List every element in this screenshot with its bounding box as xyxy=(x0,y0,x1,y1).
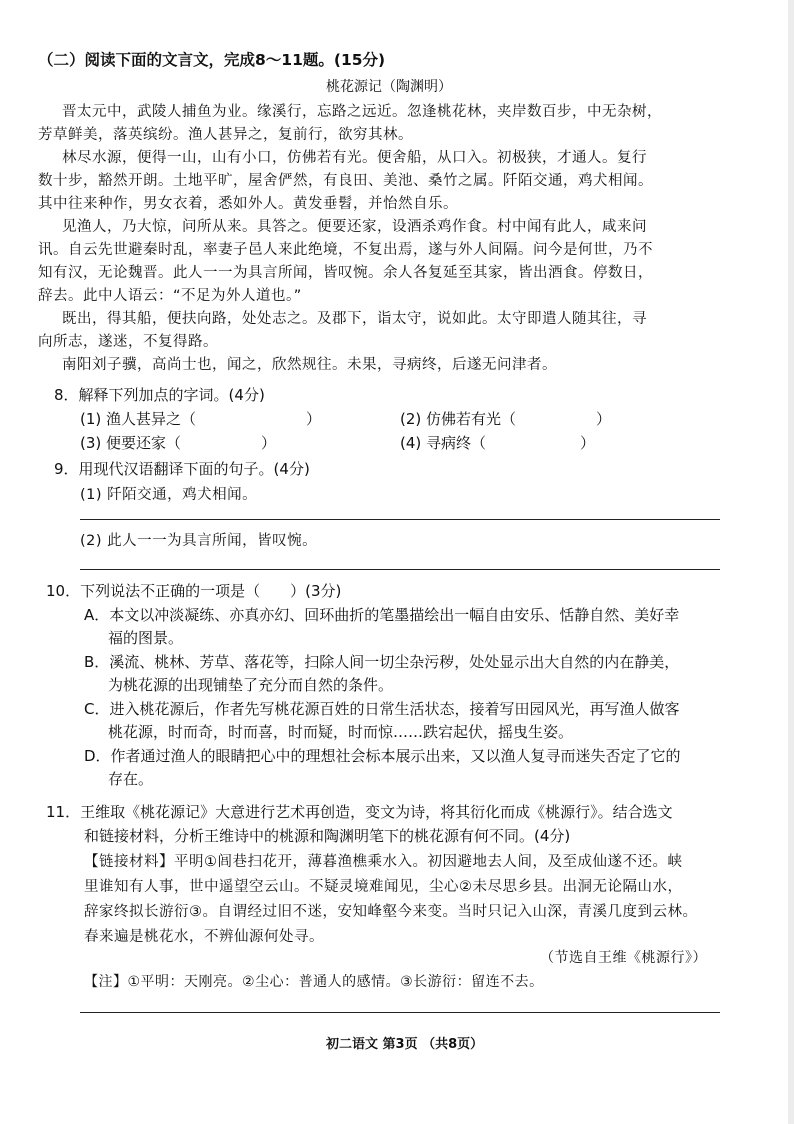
scan-edge xyxy=(788,0,794,1124)
q8-item-3: (3) 便要还家（ ） xyxy=(80,434,277,452)
q11-material-line: 春来遍是桃花水，不辨仙源何处寻。 xyxy=(84,929,324,945)
passage-line: 辞去。此中人语云：“不足为外人道也。” xyxy=(38,288,302,304)
q10-option-a: A．本文以冲淡凝练、亦真亦幻、回环曲折的笔墨描绘出一幅自由安乐、恬静自然、美好幸 xyxy=(84,606,680,624)
passage-line: 林尽水源，便得一山，山有小口，仿佛若有光。便舍船，从口入。初极狭，才通人。复行 xyxy=(62,150,647,166)
q11-stem-cont: 和链接材料，分析王维诗中的桃源和陶渊明笔下的桃花源有何不同。(4分) xyxy=(84,827,571,845)
q10-option-a-cont: 福的图景。 xyxy=(108,629,184,647)
passage-line: 讯。自云先世避秦时乱，率妻子邑人来此绝境，不复出焉，遂与外人间隔。问今是何世，乃不 xyxy=(38,242,653,258)
passage-line: 晋太元中，武陵人捕鱼为业。缘溪行，忘路之远近。忽逢桃花林，夹岸数百步，中无杂树， xyxy=(62,104,662,120)
answer-line xyxy=(80,519,720,520)
q10-stem: 10．下列说法不正确的一项是（ ）(3分) xyxy=(46,582,342,600)
passage-line: 数十步，豁然开朗。土地平旷，屋舍俨然，有良田、美池、桑竹之属。阡陌交通，鸡犬相闻。 xyxy=(38,173,653,189)
q10-option-c: C．进入桃花源后，作者先写桃花源百姓的日常生活状态，接着写田园风光，再写渔人做客 xyxy=(84,700,680,718)
q9-sentence-2: (2) 此人一一为具言所闻，皆叹惋。 xyxy=(80,533,318,549)
passage-line: 见渔人，乃大惊，问所从来。具答之。便要还家，设酒杀鸡作食。村中闻有此人，咸来问 xyxy=(62,219,647,235)
section-header: （二）阅读下面的文言文，完成8～11题。(15分) xyxy=(38,51,386,69)
page-footer: 初二语文 第3页 （共8页） xyxy=(326,1037,484,1052)
passage-line: 向所志，遂迷，不复得路。 xyxy=(38,334,218,350)
q11-source: （节选自王维《桃源行》） xyxy=(540,950,707,966)
q11-material-line: 【链接材料】平明①闾巷扫花开，薄暮渔樵乘水入。初因避地去人间，及至成仙遂不还。峡 xyxy=(84,854,683,870)
q11-note: 【注】①平明：天刚亮。②尘心：普通人的感情。③长游衍：留连不去。 xyxy=(84,974,544,990)
q10-option-c-cont: 桃花源，时而奇，时而喜，时而疑，时而惊……跌宕起伏，摇曳生姿。 xyxy=(108,723,574,741)
q11-material-line: 里谁知有人事，世中遥望空云山。不疑灵境难闻见，尘心②未尽思乡县。出洞无论隔山水， xyxy=(84,879,683,895)
q11-material-line: 辞家终拟长游衍③。自谓经过旧不迷，安知峰壑今来变。当时只记入山深，青溪几度到云林。 xyxy=(84,904,698,920)
passage-title: 桃花源记（陶渊明） xyxy=(326,79,452,95)
answer-line xyxy=(80,1012,720,1013)
q9-stem: 9．用现代汉语翻译下面的句子。(4分) xyxy=(54,460,310,478)
q10-option-b-cont: 为桃花源的出现铺垫了充分而自然的条件。 xyxy=(108,676,394,694)
passage-line: 知有汉，无论魏晋。此人一一为具言所闻，皆叹惋。余人各复延至其家，皆出酒食。停数日， xyxy=(38,265,653,281)
q8-stem: 8．解释下列加点的字词。(4分) xyxy=(54,386,265,404)
q11-stem: 11．王维取《桃花源记》大意进行艺术再创造，变文为诗，将其衍化而成《桃源行》。结合选文 xyxy=(46,803,673,821)
passage-line: 既出，得其船，便扶向路，处处志之。及郡下，诣太守，说如此。太守即遣人随其往，寻 xyxy=(62,311,647,327)
q8-item-1: (1) 渔人甚异之（ ） xyxy=(80,410,322,428)
passage-line: 芳草鲜美，落英缤纷。渔人甚异之，复前行，欲穷其林。 xyxy=(38,127,413,143)
q8-item-2: (2) 仿佛若有光（ ） xyxy=(400,410,612,428)
q10-option-d-cont: 存在。 xyxy=(108,770,154,788)
q8-item-4: (4) 寻病终（ ） xyxy=(400,434,596,452)
q10-option-b: B．溪流、桃林、芳草、落花等，扫除人间一切尘杂污秽，处处显示出大自然的内在静美， xyxy=(84,653,680,671)
q9-sentence-1: (1) 阡陌交通，鸡犬相闻。 xyxy=(80,487,258,503)
answer-line xyxy=(80,569,720,570)
passage-line: 其中往来种作，男女衣着，悉如外人。黄发垂髫，并怡然自乐。 xyxy=(38,196,458,212)
passage-line: 南阳刘子骥，高尚士也，闻之，欣然规往。未果，寻病终，后遂无问津者。 xyxy=(62,357,557,373)
q10-option-d: D．作者通过渔人的眼睛把心中的理想社会标本展示出来，又以渔人复寻而迷失否定了它的 xyxy=(84,747,681,765)
